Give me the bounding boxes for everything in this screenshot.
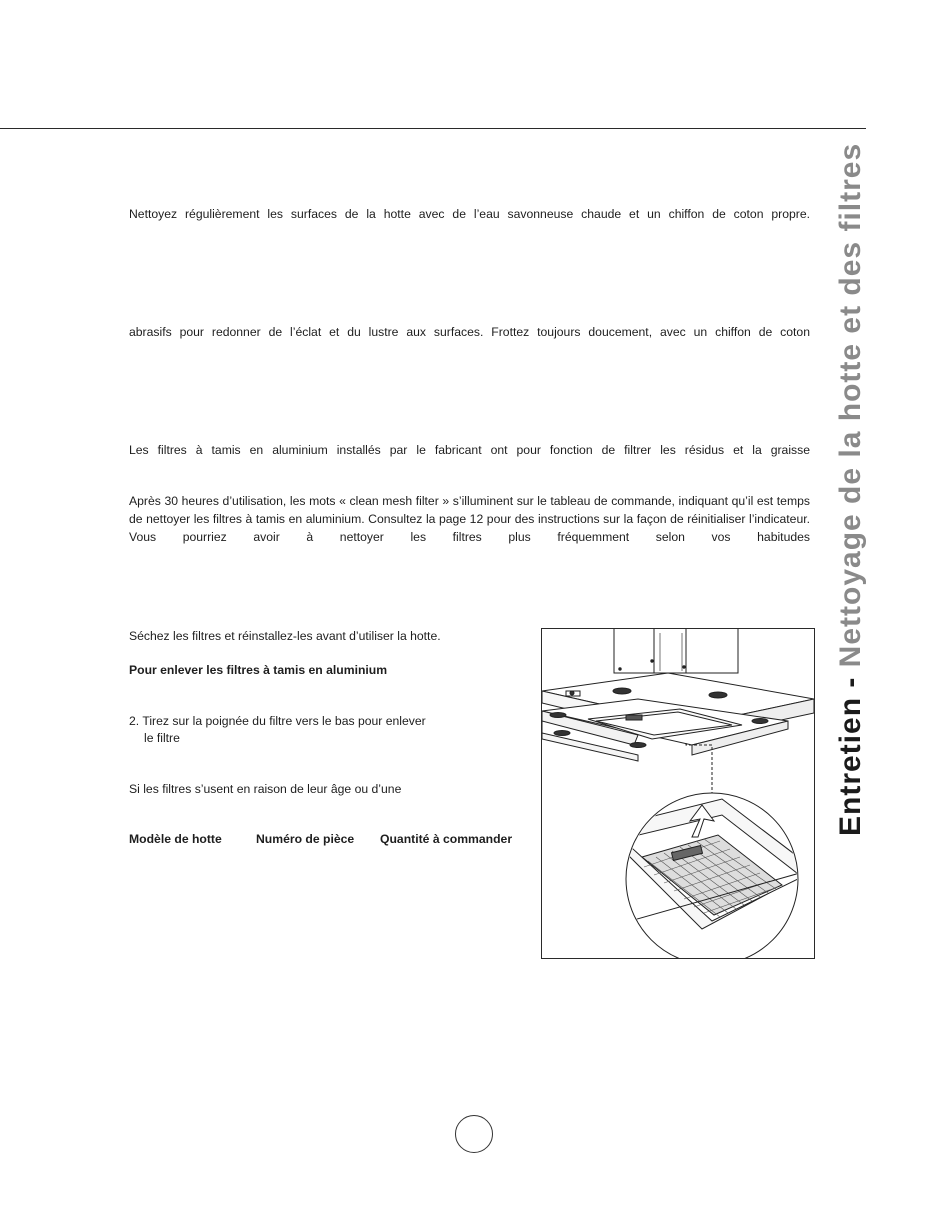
header-rule	[0, 128, 866, 129]
paragraph-clean-surfaces: Nettoyez régulièrement les surfaces de la hotte avec de l’eau savonneuse chaude et un chiffon de coton propre.	[129, 207, 810, 221]
range-hood-filter-removal-illustration-icon	[542, 629, 814, 958]
paragraph-after-30h: Après 30 heures d’utilisation, les mots « clean mesh filter » s’illuminent sur le tableau de commande, indiquant qu’il est temps de nettoyer les filtres à tamis en aluminium. Consultez la page 12 pour des instructions sur la façon de réinitialiser l’indicateur. Vous pourriez avoir à nettoyer les filtres plus fréquemment selon vos habitudes	[129, 494, 810, 544]
page-number-marker	[455, 1115, 493, 1153]
hood-filter-illustration	[541, 628, 815, 959]
paragraph-filters-intro: Les filtres à tamis en aluminium installés par le fabricant ont pour fonction de filtrer les résidus et la graisse	[129, 443, 810, 457]
paragraph-dry-filters: Séchez les filtres et réinstallez-les avant d’utiliser la hotte.	[129, 629, 441, 643]
section-title-sub: Nettoyage de la hotte et des filtres	[834, 142, 867, 668]
step-2-line-2: le filtre	[144, 731, 180, 745]
remove-filters-heading: Pour enlever les filtres à tamis en aluminium	[129, 663, 388, 677]
paragraph-worn-filters: Si les filtres s’usent en raison de leur âge ou d’une	[129, 782, 402, 796]
table-header-quantity: Quantité à commander	[380, 832, 513, 846]
paragraph-abrasifs: abrasifs pour redonner de l’éclat et du lustre aux surfaces. Frottez toujours doucement, avec un chiffon de coton	[129, 325, 810, 339]
step-2-line-1: 2. Tirez sur la poignée du filtre vers le bas pour enlever	[129, 714, 426, 728]
table-header-model: Modèle de hotte	[129, 832, 222, 846]
section-title	[836, 143, 866, 836]
table-header-part-number: Numéro de pièce	[256, 832, 355, 846]
section-title-main: Entretien -	[834, 667, 867, 836]
